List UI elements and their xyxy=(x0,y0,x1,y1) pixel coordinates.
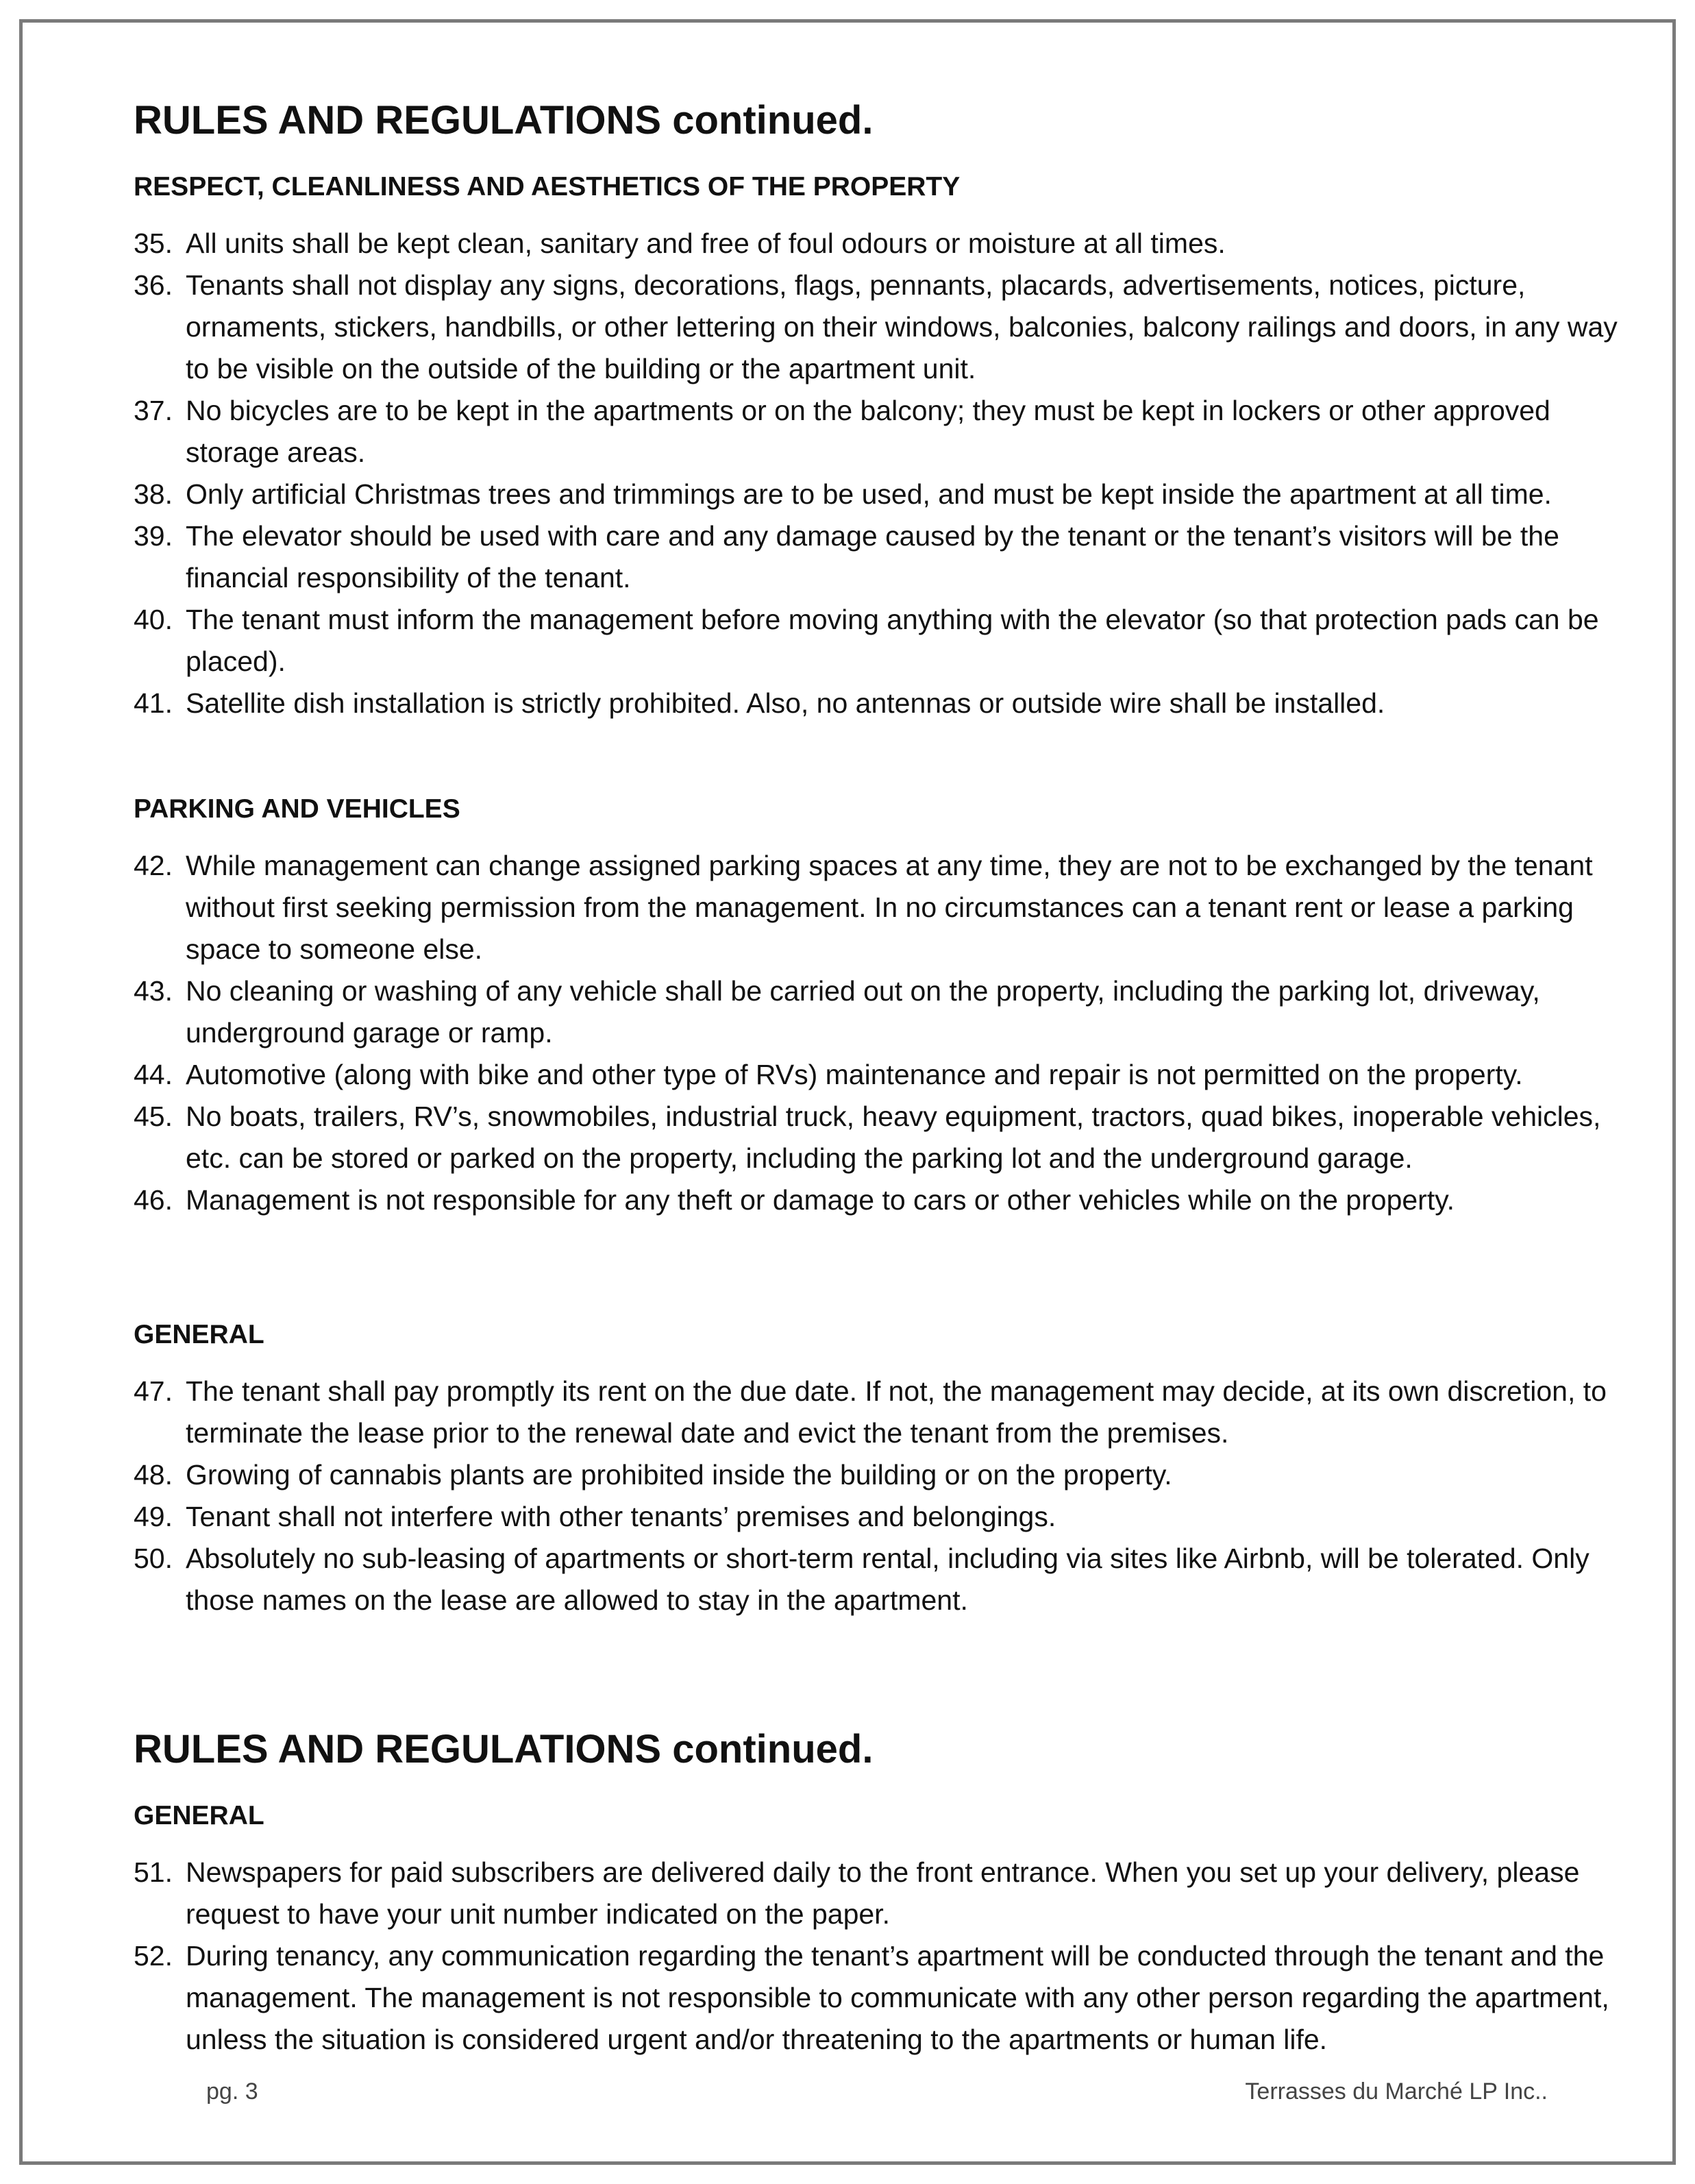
rule-46: 46. Management is not responsible for any theft or damage to cars or other vehicles while on the property. xyxy=(134,1184,1455,1216)
rule-40: 40. The tenant must inform the management before moving anything with the elevator (so that protection pads can be placed). xyxy=(134,604,1599,677)
rule-50: 50. Absolutely no sub-leasing of apartments or short-term rental, including via sites like Airbnb, will be tolerated. Only those names on the lease are allowed to stay in the apartment. xyxy=(134,1543,1589,1616)
rule-42: 42. While management can change assigned parking spaces at any time, they are not to be exchanged by the tenant without first seeking permission from the management. In no circumstances can a tenant rent or lease a parking space to someone else. xyxy=(134,850,1593,965)
document-content xyxy=(134,64,1648,2061)
company-name: Terrasses du Marché LP Inc.. xyxy=(1245,2078,1548,2105)
section-title: RULES AND REGULATIONS continued. xyxy=(134,98,874,143)
group-heading-general-2: GENERAL xyxy=(134,1801,264,1830)
rule-45: 45. No boats, trailers, RV’s, snowmobiles, industrial truck, heavy equipment, tractors, quad bikes, inoperable vehicles, etc. can be stored or parked on the property, including the parking lot and the underground garage. xyxy=(134,1101,1601,1174)
rule-49: 49. Tenant shall not interfere with other tenants’ premises and belongings. xyxy=(134,1501,1056,1532)
rule-38: 38. Only artificial Christmas trees and trimmings are to be used, and must be kept inside the apartment at all time. xyxy=(134,478,1552,510)
rule-39: 39. The elevator should be used with care and any damage caused by the tenant or the tenant’s visitors will be the financial responsibility of the tenant. xyxy=(134,520,1559,593)
section-title-2: RULES AND REGULATIONS continued. xyxy=(134,1727,874,1771)
rule-37: 37. No bicycles are to be kept in the apartments or on the balcony; they must be kept in lockers or other approved storage areas. xyxy=(134,395,1550,468)
group-heading-parking: PARKING AND VEHICLES xyxy=(134,794,460,824)
rules-list-respect xyxy=(134,223,1648,724)
group-heading-respect: RESPECT, CLEANLINESS AND AESTHETICS OF THE PROPERTY xyxy=(134,172,961,201)
rule-47: 47. The tenant shall pay promptly its rent on the due date. If not, the management may decide, at its own discretion, to terminate the lease prior to the renewal date and evict the tenant from the premises. xyxy=(134,1375,1607,1449)
rules-list-parking xyxy=(134,845,1648,1221)
rules-list-general xyxy=(134,1371,1648,1621)
page-frame xyxy=(19,19,1676,2165)
rule-41: 41. Satellite dish installation is strictly prohibited. Also, no antennas or outside wire shall be installed. xyxy=(134,687,1385,719)
rule-35: 35. All units shall be kept clean, sanitary and free of foul odours or moisture at all times. xyxy=(134,228,1226,259)
rule-48: 48. Growing of cannabis plants are prohibited inside the building or on the property. xyxy=(134,1459,1172,1490)
rule-36: 36. Tenants shall not display any signs, decorations, flags, pennants, placards, advertisements, notices, picture, ornaments, stickers, handbills, or other lettering on their windows, balconies, balcony railings and doors, in any way to be visible on the outside of the building or the apartment unit. xyxy=(134,269,1618,384)
rule-52: 52. During tenancy, any communication regarding the tenant’s apartment will be conducted through the tenant and the management. The management is not responsible to communicate with any other person regarding the apartment, unless the situation is considered urgent and/or threatening to the apartments or human life. xyxy=(134,1940,1609,2055)
rules-list-general-2 xyxy=(134,1852,1648,2061)
group-heading-general: GENERAL xyxy=(134,1320,264,1349)
rule-44: 44. Automotive (along with bike and other type of RVs) maintenance and repair is not permitted on the property. xyxy=(134,1059,1523,1090)
page-number: pg. 3 xyxy=(206,2078,258,2105)
page-footer xyxy=(206,2078,1548,2105)
rule-43: 43. No cleaning or washing of any vehicle shall be carried out on the property, including the parking lot, driveway, underground garage or ramp. xyxy=(134,975,1540,1048)
rule-51: 51. Newspapers for paid subscribers are delivered daily to the front entrance. When you set up your delivery, please request to have your unit number indicated on the paper. xyxy=(134,1856,1580,1930)
